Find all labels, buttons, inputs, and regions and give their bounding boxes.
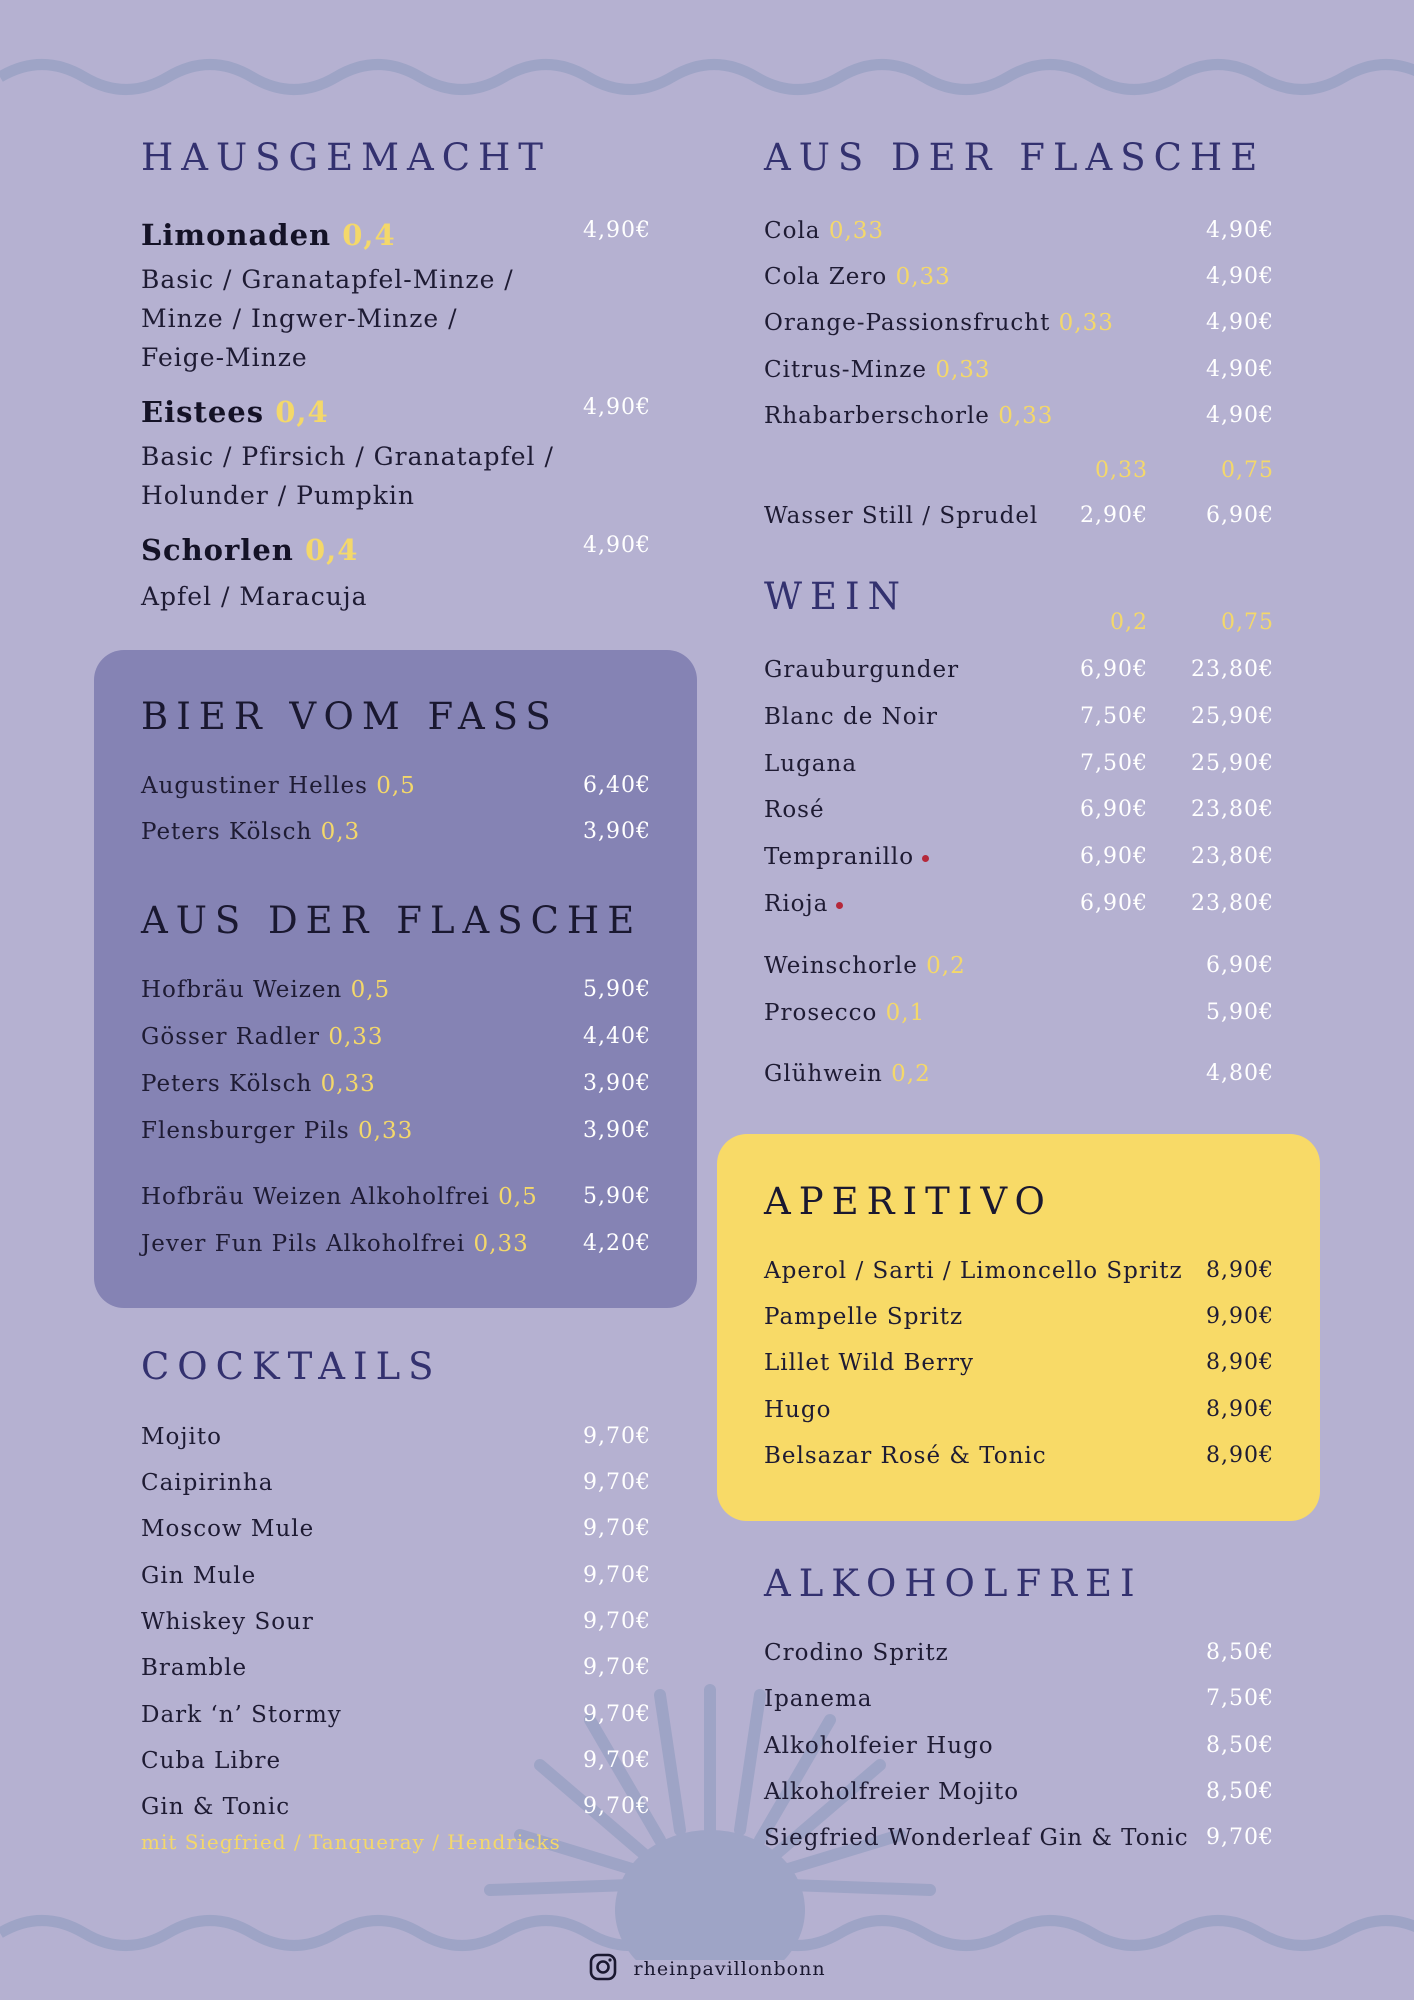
item-price: 8,90€ — [1206, 1397, 1274, 1422]
menu-item — [141, 1794, 651, 1834]
menu-item — [764, 1640, 1274, 1680]
water-size-small: 0,33 — [1095, 458, 1148, 483]
menu-item — [141, 819, 651, 859]
item-price: 4,90€ — [1206, 403, 1274, 428]
section-title-aperitivo: APERITIVO — [764, 1180, 1053, 1223]
section-title-cocktails: COCKTAILS — [141, 1345, 442, 1388]
item-name: Gin & Tonic — [141, 1794, 291, 1820]
menu-item — [141, 1655, 651, 1695]
item-price: 3,90€ — [583, 1118, 651, 1143]
menu-item — [764, 1258, 1274, 1298]
item-price: 4,90€ — [583, 395, 651, 420]
item-price: 9,70€ — [583, 1563, 651, 1588]
item-price: 4,40€ — [583, 1024, 651, 1049]
wine-item — [764, 704, 1274, 744]
item-name: Citrus-Minze 0,33 — [764, 357, 991, 383]
menu-item — [141, 773, 651, 813]
item-price: 6,40€ — [583, 773, 651, 798]
item-description: Apfel / Maracuja — [141, 582, 368, 611]
item-price-bottle: 25,90€ — [1191, 751, 1274, 776]
menu-item — [141, 1609, 651, 1649]
red-wine-dot-icon — [836, 902, 843, 909]
wine-item — [764, 751, 1274, 791]
item-price: 3,90€ — [583, 1071, 651, 1096]
item-name: Blanc de Noir — [764, 704, 938, 730]
item-price: 9,90€ — [1206, 1304, 1274, 1329]
item-name: Flensburger Pils 0,33 — [141, 1118, 414, 1144]
wine-size-glass: 0,2 — [1110, 610, 1148, 635]
item-name: Peters Kölsch 0,3 — [141, 819, 361, 845]
item-name: Hofbräu Weizen 0,5 — [141, 977, 391, 1003]
item-price-bottle: 23,80€ — [1191, 657, 1274, 682]
item-price: 9,70€ — [583, 1424, 651, 1449]
item-price: 9,70€ — [583, 1516, 651, 1541]
menu-item — [764, 1061, 1274, 1101]
item-name: Rosé — [764, 797, 825, 823]
wine-item — [764, 797, 1274, 837]
wine-item — [764, 657, 1274, 697]
item-name: Schorlen 0,4 — [141, 533, 359, 567]
item-description: Basic / Pfirsich / Granatapfel / Holunder / Pumpkin — [141, 442, 554, 510]
item-name: Tempranillo — [764, 844, 929, 870]
menu-item — [764, 1000, 1274, 1040]
instagram-handle[interactable]: rheinpavillonbonn — [633, 1958, 826, 1980]
item-price: 9,70€ — [583, 1609, 651, 1634]
menu-item-schorlen — [141, 533, 651, 573]
item-name: Moscow Mule — [141, 1516, 315, 1542]
top-wave-decoration — [0, 42, 1414, 112]
item-price: 4,90€ — [583, 218, 651, 243]
item-price: 8,90€ — [1206, 1350, 1274, 1375]
section-title-softdrinks: AUS DER FLASCHE — [764, 136, 1266, 179]
menu-item — [141, 1231, 651, 1271]
item-price-bottle: 25,90€ — [1191, 704, 1274, 729]
menu-item-limonaden — [141, 218, 651, 258]
menu-item — [141, 1024, 651, 1064]
item-name: Lillet Wild Berry — [764, 1350, 974, 1376]
wine-item — [764, 844, 1274, 884]
section-title-alkoholfrei: ALKOHOLFREI — [764, 1562, 1143, 1605]
menu-item — [764, 403, 1274, 443]
menu-item-eistees — [141, 395, 651, 435]
menu-item — [764, 1397, 1274, 1437]
menu-item — [141, 1563, 651, 1603]
item-price-large: 6,90€ — [1206, 503, 1274, 528]
item-price: 8,50€ — [1206, 1733, 1274, 1758]
menu-item — [764, 1350, 1274, 1390]
item-price-glass: 6,90€ — [1080, 797, 1148, 822]
item-name: Alkoholfreier Mojito — [764, 1779, 1020, 1805]
item-name: Whiskey Sour — [141, 1609, 314, 1635]
menu-item — [141, 1702, 651, 1742]
item-price: 4,20€ — [583, 1231, 651, 1256]
item-name: Cola 0,33 — [764, 218, 885, 244]
menu-item — [141, 1470, 651, 1510]
water-size-large: 0,75 — [1221, 458, 1274, 483]
item-price: 9,70€ — [583, 1794, 651, 1819]
item-name: Hugo — [764, 1397, 832, 1423]
item-price: 4,80€ — [1206, 1061, 1274, 1086]
item-name: Lugana — [764, 751, 858, 777]
red-wine-dot-icon — [922, 855, 929, 862]
item-name: Belsazar Rosé & Tonic — [764, 1443, 1047, 1469]
item-name: Mojito — [141, 1424, 222, 1450]
item-name: Augustiner Helles 0,5 — [141, 773, 416, 799]
item-name: Crodino Spritz — [764, 1640, 949, 1666]
item-price: 4,90€ — [1206, 218, 1274, 243]
footer — [0, 1952, 1414, 1988]
menu-item — [764, 1779, 1274, 1819]
item-price: 8,90€ — [1206, 1258, 1274, 1283]
item-price-small: 2,90€ — [1080, 503, 1148, 528]
item-price: 5,90€ — [583, 977, 651, 1002]
instagram-icon[interactable] — [588, 1952, 618, 1986]
menu-item — [764, 310, 1274, 350]
item-name: Dark ‘n’ Stormy — [141, 1702, 342, 1728]
item-name: Gin Mule — [141, 1563, 257, 1589]
item-name: Pampelle Spritz — [764, 1304, 964, 1330]
menu-item — [141, 1748, 651, 1788]
item-name: Gösser Radler 0,33 — [141, 1024, 384, 1050]
item-price-bottle: 23,80€ — [1191, 797, 1274, 822]
menu-item — [764, 1733, 1274, 1773]
section-title-wein: WEIN — [764, 575, 909, 618]
item-name: Ipanema — [764, 1686, 873, 1712]
item-price: 6,90€ — [1206, 953, 1274, 978]
menu-item — [141, 1516, 651, 1556]
item-price: 5,90€ — [1206, 1000, 1274, 1025]
item-price: 9,70€ — [1206, 1825, 1274, 1850]
item-name: Peters Kölsch 0,33 — [141, 1071, 376, 1097]
item-price: 3,90€ — [583, 819, 651, 844]
item-name: Rioja — [764, 891, 843, 917]
item-price: 9,70€ — [583, 1470, 651, 1495]
menu-item-wasser — [764, 503, 1274, 543]
menu-item — [141, 1424, 651, 1464]
item-name: Siegfried Wonderleaf Gin & Tonic — [764, 1825, 1189, 1851]
item-price-glass: 6,90€ — [1080, 657, 1148, 682]
item-name: Limonaden 0,4 — [141, 218, 396, 252]
item-price: 8,50€ — [1206, 1640, 1274, 1665]
item-name: Wasser Still / Sprudel — [764, 503, 1039, 529]
item-price: 8,90€ — [1206, 1443, 1274, 1468]
item-name: Weinschorle 0,2 — [764, 953, 966, 979]
item-name: Bramble — [141, 1655, 248, 1681]
menu-item — [764, 218, 1274, 258]
item-price: 9,70€ — [583, 1702, 651, 1727]
item-price: 5,90€ — [583, 1184, 651, 1209]
section-title-hausgemacht: HAUSGEMACHT — [141, 136, 551, 179]
menu-item — [141, 1184, 651, 1224]
item-name: Rhabarberschorle 0,33 — [764, 403, 1054, 429]
item-price-glass: 6,90€ — [1080, 891, 1148, 916]
item-name: Glühwein 0,2 — [764, 1061, 931, 1087]
item-price-glass: 6,90€ — [1080, 844, 1148, 869]
item-price: 9,70€ — [583, 1655, 651, 1680]
item-price: 4,90€ — [1206, 357, 1274, 382]
section-title-bier-flasche: AUS DER FLASCHE — [141, 899, 643, 942]
item-price: 4,90€ — [1206, 310, 1274, 335]
item-name: Cola Zero 0,33 — [764, 264, 951, 290]
item-name: Prosecco 0,1 — [764, 1000, 926, 1026]
menu-item — [764, 1825, 1274, 1865]
menu-item — [764, 953, 1274, 993]
item-name: Aperol / Sarti / Limoncello Spritz — [764, 1258, 1183, 1284]
wine-item — [764, 891, 1274, 931]
item-price-bottle: 23,80€ — [1191, 891, 1274, 916]
item-name: Jever Fun Pils Alkoholfrei 0,33 — [141, 1231, 529, 1257]
item-price: 9,70€ — [583, 1748, 651, 1773]
item-name: Cuba Libre — [141, 1748, 282, 1774]
menu-item — [141, 977, 651, 1017]
item-price: 4,90€ — [583, 533, 651, 558]
menu-item — [764, 1686, 1274, 1726]
item-price: 7,50€ — [1206, 1686, 1274, 1711]
item-description: Basic / Granatapfel-Minze / Minze / Ingwer-Minze / Feige-Minze — [141, 265, 514, 372]
wine-size-bottle: 0,75 — [1221, 610, 1274, 635]
item-name: Alkoholfeier Hugo — [764, 1733, 994, 1759]
menu-item — [141, 1118, 651, 1158]
item-price-glass: 7,50€ — [1080, 751, 1148, 776]
item-name: Hofbräu Weizen Alkoholfrei 0,5 — [141, 1184, 538, 1210]
menu-item — [764, 357, 1274, 397]
item-price-bottle: 23,80€ — [1191, 844, 1274, 869]
menu-item — [141, 1071, 651, 1111]
item-price: 8,50€ — [1206, 1779, 1274, 1804]
item-price: 4,90€ — [1206, 264, 1274, 289]
gin-tonic-note: mit Siegfried / Tanqueray / Hendricks — [141, 1830, 561, 1854]
item-name: Eistees 0,4 — [141, 395, 329, 429]
item-price-glass: 7,50€ — [1080, 704, 1148, 729]
section-title-bier-vom-fass: BIER VOM FASS — [141, 695, 559, 738]
menu-item — [764, 264, 1274, 304]
item-name: Grauburgunder — [764, 657, 960, 683]
item-name: Caipirinha — [141, 1470, 274, 1496]
menu-item — [764, 1304, 1274, 1344]
item-name: Orange-Passionsfrucht 0,33 — [764, 310, 1114, 336]
menu-item — [764, 1443, 1274, 1483]
